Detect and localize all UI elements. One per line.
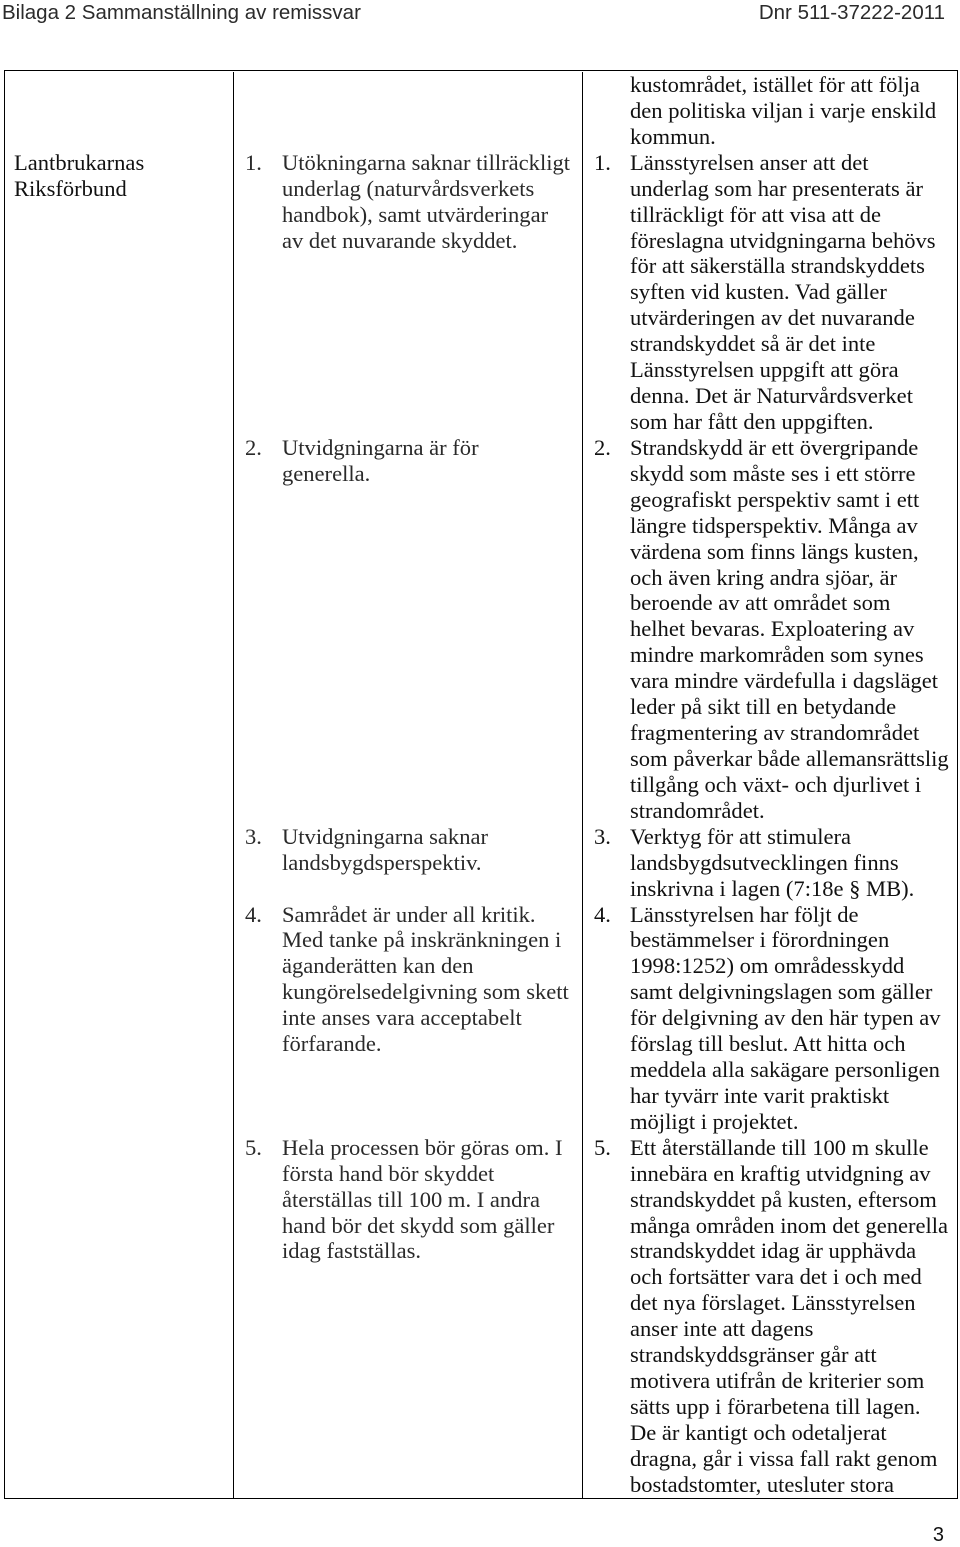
text-line: skydd som måste ses i ett större <box>630 460 916 486</box>
text-line: generella. <box>282 460 371 486</box>
text-line: värdena som finns längs kusten, <box>630 538 919 564</box>
response-item <box>594 435 957 824</box>
text-line: Utvidgningarna saknar <box>282 823 488 849</box>
text-line: vara mindre värdefulla i dagsläget <box>630 668 939 694</box>
text-line: möjligt i projektet. <box>630 1108 799 1134</box>
text-line: Verktyg för att stimulera <box>630 823 852 849</box>
response-item <box>594 902 957 1135</box>
text-line: Utökningarna saknar tillräckligt <box>282 149 571 175</box>
text-line: Utvidgningarna är för <box>282 434 479 460</box>
text-line: utvärderingen av det nuvarande <box>630 305 915 331</box>
comment-cell-empty <box>233 72 582 150</box>
text-line: Med tanke på inskränkningen i <box>282 927 562 953</box>
text-line: återställas till 100 m. I andra <box>282 1186 540 1212</box>
comment-cell <box>233 150 582 435</box>
comment-cell <box>233 902 582 1135</box>
comment-text <box>282 150 582 254</box>
response-number: 2. <box>594 434 611 460</box>
response-continuation-text <box>630 72 957 150</box>
comment-number: 1. <box>245 149 262 175</box>
text-line: Länsstyrelsen uppgift att göra <box>630 357 899 383</box>
text-line: strandskyddet så är det inte <box>630 331 876 357</box>
comment-number: 4. <box>245 901 262 927</box>
document-reference-number: Dnr 511-37222-2011 <box>758 1 945 24</box>
comment-item <box>245 435 582 487</box>
text-line: föreslagna utvidgningarna behövs <box>630 227 936 253</box>
text-line: beroende av att området som <box>630 590 891 616</box>
response-cell <box>582 1135 957 1498</box>
text-line: många områden inom det generella <box>630 1212 949 1238</box>
document-title: Bilaga 2 Sammanställning av remissvar <box>2 1 361 24</box>
text-line: De är kantigt och odetaljerat <box>630 1419 887 1445</box>
response-text <box>630 824 957 902</box>
text-line: strandskyddsgränser går att <box>630 1342 877 1368</box>
comment-cell <box>233 435 582 824</box>
text-line: underlag (naturvårdsverkets <box>282 175 535 201</box>
text-line: landsbygdsutvecklingen finns <box>630 849 899 875</box>
text-line: Strandskydd är ett övergripande <box>630 434 919 460</box>
text-line: landsbygdsperspektiv. <box>282 849 482 875</box>
text-line: motivera utifrån de kriterier som <box>630 1368 925 1394</box>
text-line: syften vid kusten. Vad gäller <box>630 279 887 305</box>
text-line: innebära en kraftig utvidgning av <box>630 1160 931 1186</box>
page-number: 3 <box>932 1524 944 1546</box>
text-line: sätts upp i förarbetena till lagen. <box>630 1394 921 1420</box>
response-item <box>594 1135 957 1498</box>
text-line: strandskyddet idag är upphävda <box>630 1238 917 1264</box>
text-line: som påverkar både allemansrättslig <box>630 745 949 771</box>
comment-text <box>282 902 582 1058</box>
response-cell <box>582 150 957 435</box>
text-line: förfarande. <box>282 1031 382 1057</box>
response-item <box>594 150 957 435</box>
text-line: kommun. <box>630 123 716 149</box>
text-line: mindre markområden som synes <box>630 642 924 668</box>
text-line: geografiskt perspektiv samt i ett <box>630 486 920 512</box>
text-line: längre tidsperspektiv. Många av <box>630 512 918 538</box>
respondent-cell <box>5 72 233 1498</box>
response-text <box>630 150 957 435</box>
response-number: 4. <box>594 901 611 927</box>
text-line: hand bör det skydd som gäller <box>282 1212 555 1238</box>
comment-item <box>245 824 582 876</box>
remissvar-table <box>4 70 958 1499</box>
respondent-name <box>14 150 233 202</box>
text-line: som har fått den uppgiften. <box>630 408 874 434</box>
text-line: helhet bevaras. Exploatering av <box>630 616 915 642</box>
comment-item <box>245 150 582 254</box>
text-line: bostadstomter, utesluter stora <box>630 1471 894 1497</box>
text-line: strandskyddet på kusten, eftersom <box>630 1186 937 1212</box>
comment-number: 2. <box>245 434 262 460</box>
response-text <box>630 902 957 1135</box>
text-line: inskrivna i lagen (7:18e § MB). <box>630 875 915 901</box>
response-item <box>594 824 957 902</box>
text-line: samt delgivningslagen som gäller <box>630 979 933 1005</box>
text-line: dragna, går i vissa fall rakt genom <box>630 1445 938 1471</box>
text-line: för att säkerställa strandskyddets <box>630 253 925 279</box>
text-line: den politiska viljan i varje enskild <box>630 97 937 123</box>
comment-text <box>282 824 582 876</box>
response-text <box>630 435 957 824</box>
text-line: och även kring andra sjöar, är <box>630 564 898 590</box>
text-line: fragmentering av strandområdet <box>630 720 920 746</box>
page-header <box>0 0 960 28</box>
text-line: underlag som har presenterats är <box>630 175 923 201</box>
comment-number: 5. <box>245 1134 262 1160</box>
text-line: tillgång och växt- och djurlivet i <box>630 771 922 797</box>
text-line: Länsstyrelsen har följt de <box>630 901 859 927</box>
text-line: meddela alla sakägare personligen <box>630 1057 940 1083</box>
text-line: denna. Det är Naturvårdsverket <box>630 383 913 409</box>
text-line: idag fastställas. <box>282 1238 422 1264</box>
text-line: leder på sikt till en betydande <box>630 694 897 720</box>
text-line: anser inte att dagens <box>630 1316 814 1342</box>
response-text <box>630 1135 957 1498</box>
text-line: kustområdet, istället för att följa <box>630 72 920 97</box>
text-line: tillräckligt för att visa att de <box>630 201 882 227</box>
text-line: har tyvärr inte varit praktiskt <box>630 1082 890 1108</box>
text-line: kungörelsedelgivning som skett <box>282 979 569 1005</box>
response-cell <box>582 902 957 1135</box>
comment-cell <box>233 1135 582 1498</box>
comment-text <box>282 435 582 487</box>
response-number: 5. <box>594 1134 611 1160</box>
text-line: av det nuvarande skyddet. <box>282 227 518 253</box>
text-line: inte anses vara acceptabelt <box>282 1005 522 1031</box>
text-line: äganderätten kan den <box>282 953 474 979</box>
text-line: och fortsätter vara det i och med <box>630 1264 922 1290</box>
response-number: 1. <box>594 149 611 175</box>
text-line: Lantbrukarnas <box>14 149 145 175</box>
comment-text <box>282 1135 582 1265</box>
response-cell <box>582 824 957 902</box>
text-line: 1998:1252) om områdesskydd <box>630 953 905 979</box>
response-number: 3. <box>594 823 611 849</box>
text-line: första hand bör skyddet <box>282 1160 495 1186</box>
text-line: Samrådet är under all kritik. <box>282 901 536 927</box>
comment-item <box>245 902 582 1058</box>
comment-number: 3. <box>245 823 262 849</box>
response-cell <box>582 435 957 824</box>
text-line: handbok), samt utvärderingar <box>282 201 549 227</box>
text-line: Länsstyrelsen anser att det <box>630 149 869 175</box>
text-line: Riksförbund <box>14 175 127 201</box>
comment-cell <box>233 824 582 902</box>
response-cell-continuation <box>582 72 957 150</box>
text-line: för delgivning av den här typen av <box>630 1005 941 1031</box>
text-line: det nya förslaget. Länsstyrelsen <box>630 1290 916 1316</box>
text-line: strandområdet. <box>630 797 765 823</box>
comment-item <box>245 1135 582 1265</box>
text-line: Ett återställande till 100 m skulle <box>630 1134 929 1160</box>
text-line: bestämmelser i förordningen <box>630 927 890 953</box>
text-line: förslag till beslut. Att hitta och <box>630 1031 906 1057</box>
text-line: Hela processen bör göras om. I <box>282 1134 563 1160</box>
